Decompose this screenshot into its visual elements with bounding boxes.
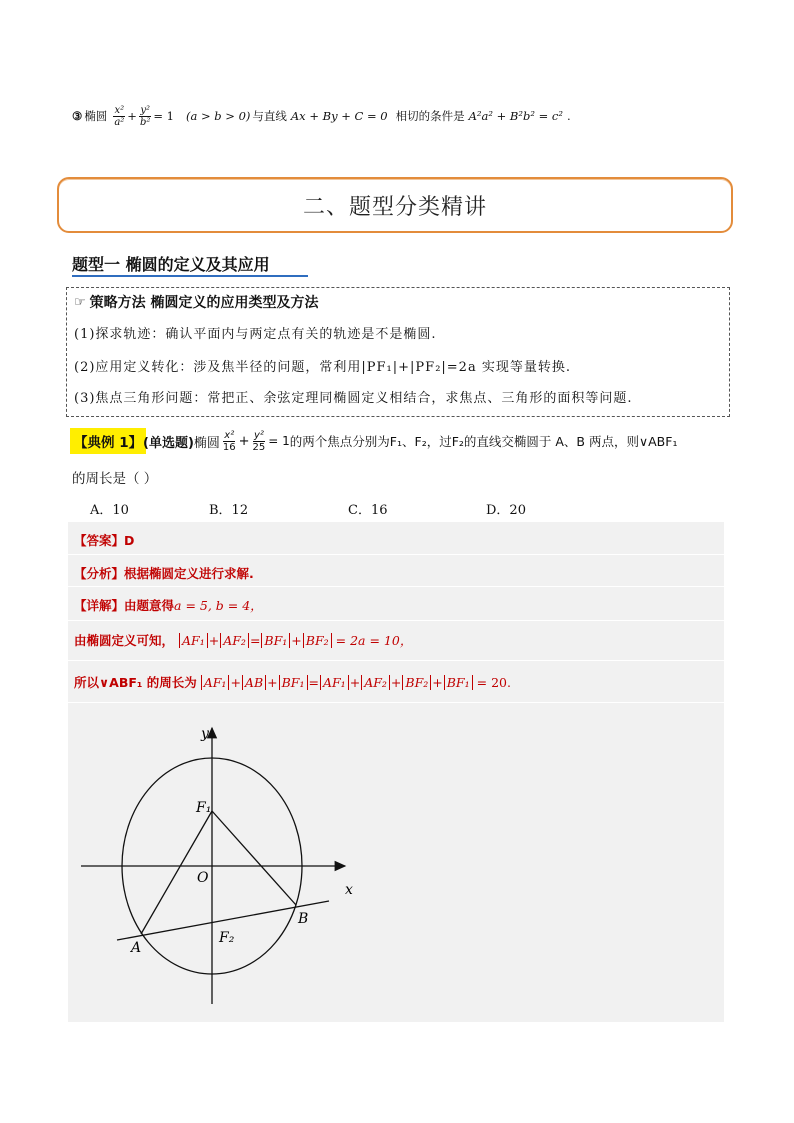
focus-f1-label: F₁	[196, 800, 212, 816]
section-title: 二、题型分类精讲	[302, 194, 487, 220]
answer-row: 【答案】 D	[74, 532, 135, 548]
ellipse-tangent-condition: ③ 椭圆 $\frac{\text{x²}}{\text{a²}}$ + $\frac{\text{y²}}{\text{b²}}$ = 1 (a > b > 0) 与直线 Ax + By + C = 0 相切的条件是 A²a² + B²b² = c² .	[72, 104, 571, 128]
fraction-y-over-25: $\frac{\text{y²}}{25}$	[252, 429, 266, 453]
pointing-hand-icon: ☞	[74, 294, 86, 310]
strategy-item-3: (3)焦点三角形问题：常把正、余弦定理同椭圆定义相结合，求焦点、三角形的面积等问题.	[74, 391, 633, 406]
row-divider	[68, 620, 724, 621]
fraction-x-over-16: $\frac{\text{x²}}{16}$	[222, 429, 236, 453]
origin-label: O	[197, 870, 209, 886]
perimeter-row: 所以∨ABF₁ 的周长为 AF₁ + AB + BF₁ = AF₁ + AF₂ + BF₂ + BF₁ = 20.	[74, 674, 511, 690]
row-divider	[68, 586, 724, 587]
analysis-row: 【分析】 根据椭圆定义进行求解.	[74, 566, 254, 581]
example-question-tail: 的周长是（ ）	[72, 471, 158, 487]
strategy-title: ☞ 策略方法 椭圆定义的应用类型及方法	[74, 294, 319, 311]
strategy-item-1: (1)探求轨迹：确认平面内与两定点有关的轨迹是不是椭圆.	[74, 327, 437, 342]
circled-three-marker: ③	[72, 109, 83, 123]
strategy-item-2: (2)应用定义转化：涉及焦半径的问题，常利用|PF₁|+|PF₂|=2a 实现等量转换.	[74, 360, 571, 375]
choice-c[interactable]: C．16	[348, 503, 388, 518]
definition-row: 由椭圆定义可知， AF₁ + AF₂ = BF₁ + BF₂ = 2a = 10，	[74, 632, 413, 648]
point-b-label: B	[298, 911, 309, 927]
example-label: 【典例 1】	[70, 428, 146, 454]
prop-word: 椭圆	[84, 109, 108, 123]
detail-row: 【详解】 由题意得 a = 5, b = 4，	[74, 598, 263, 613]
row-divider	[68, 660, 724, 661]
triangle-side-bf1	[212, 811, 296, 905]
example-question: (单选题) 椭圆 $\frac{\text{x²}}{16}$ + $\frac{\text{y²}}{25}$ = 1 的两个焦点分别为F₁、F₂，过F₂的直线交椭圆于 A、B 两点，则∨ABF₁	[143, 429, 678, 453]
x-axis-label: x	[345, 882, 353, 898]
choice-b[interactable]: B．12	[209, 503, 249, 518]
choice-d[interactable]: D．20	[486, 503, 526, 518]
topic-heading: 题型一 椭圆的定义及其应用	[72, 255, 270, 274]
point-a-label: A	[131, 940, 142, 956]
ellipse-figure	[75, 722, 375, 1012]
fraction-x-over-a: $\frac{\text{x²}}{\text{a²}}$	[114, 104, 125, 128]
y-axis-label: y	[201, 726, 209, 742]
row-divider	[68, 554, 724, 555]
focus-f2-label: F₂	[219, 930, 235, 946]
row-divider	[68, 702, 724, 703]
choice-a[interactable]: A．10	[90, 503, 129, 518]
fraction-y-over-b: $\frac{\text{y²}}{\text{b²}}$	[139, 104, 151, 128]
topic-underline	[72, 275, 308, 277]
